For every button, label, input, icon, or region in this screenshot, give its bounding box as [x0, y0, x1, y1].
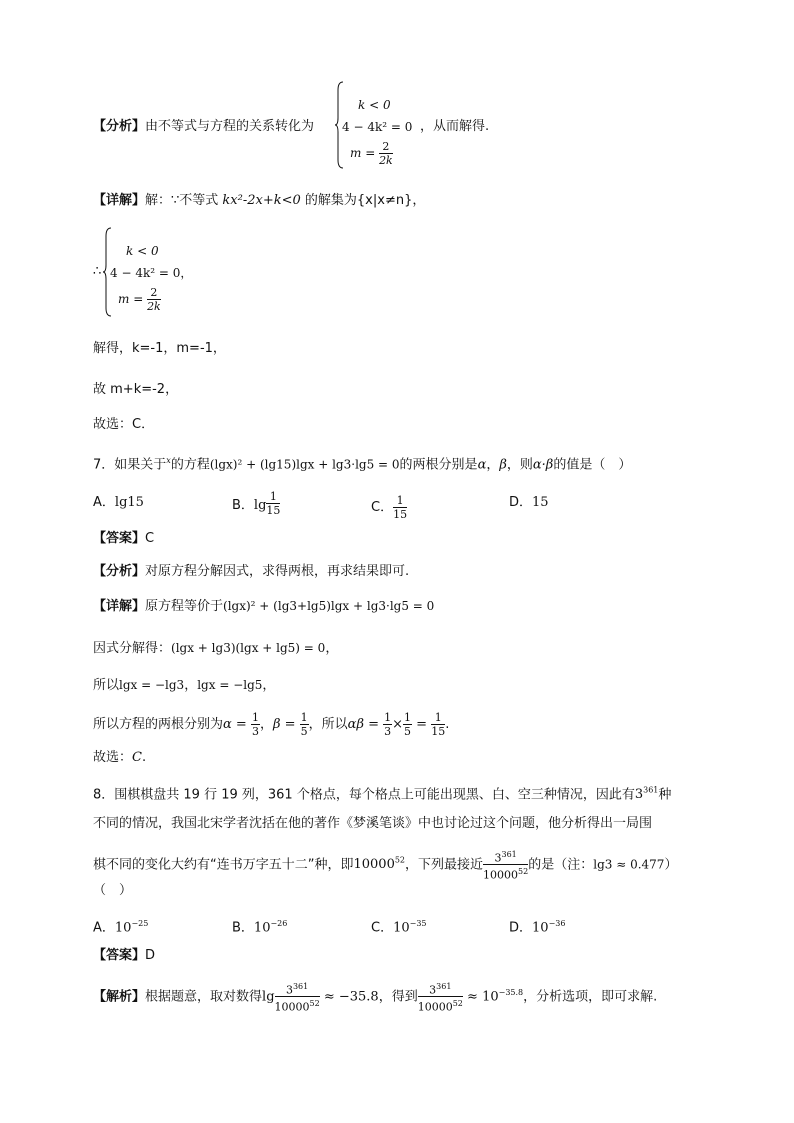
- option-label: C．: [371, 920, 394, 936]
- system2-row-3: [118, 286, 161, 313]
- detail-7: [93, 597, 434, 616]
- q7-equation: (lgx)² + (lg15)lgx + lg3·lg5 = 0: [209, 457, 400, 472]
- choose-value: C: [132, 750, 142, 765]
- fraction: [483, 848, 528, 882]
- choose-line: 故选：C．: [93, 417, 155, 432]
- detail-text-b: 的解集为{x|x≠n}，: [300, 193, 426, 208]
- fraction-den: 2k: [379, 154, 393, 167]
- final-line: [93, 708, 449, 742]
- answer-value: C: [145, 531, 155, 546]
- analysis-post: ，从而解得.: [420, 119, 490, 134]
- solution-a: 根据题意，取对数得: [145, 989, 263, 1005]
- system2-tail: ，: [180, 266, 193, 280]
- option-label: D．: [509, 495, 533, 510]
- analysis-text: 由不等式与方程的关系转化为: [145, 119, 315, 134]
- inequality: kx²-2x+k<0: [222, 193, 301, 208]
- equation-system: [334, 80, 414, 170]
- frac-num-base: 3: [494, 851, 502, 865]
- analysis-line: [93, 118, 314, 136]
- root-1: lgx = −lg3: [119, 678, 185, 692]
- frac-num-exp: 361: [292, 981, 309, 991]
- q7-mid: 的方程: [170, 457, 210, 473]
- q7-product: α·β: [532, 457, 554, 473]
- detail-equation: (lgx)² + (lg3+lg5)lgx + lg3·lg5 = 0: [223, 599, 435, 613]
- analysis-tag: 【分析】: [93, 119, 146, 134]
- approx-2-exp: −35.8: [498, 988, 524, 997]
- option-label: B．: [232, 498, 254, 513]
- frac-den-exp: 52: [452, 999, 463, 1009]
- analysis-text: 对原方程分解因式，求得两根，再求结果即可.: [145, 564, 410, 579]
- q7-beta: β: [499, 457, 507, 473]
- system-row-3: [350, 140, 393, 167]
- q8-note: lg3 ≈ 0.477: [593, 857, 665, 872]
- analysis-7: [93, 563, 409, 581]
- system2-row-2: [110, 264, 192, 281]
- detail-line: [93, 192, 425, 210]
- option-base: 10: [253, 920, 271, 936]
- fraction: [266, 490, 280, 517]
- fraction: [275, 980, 320, 1014]
- fraction: $\frac{1}{3}$: [384, 711, 392, 738]
- q8-line1-end: 种: [658, 787, 672, 803]
- q8-power: [635, 787, 659, 802]
- question-8-line-1: [93, 782, 671, 804]
- q8-number: 8．: [93, 787, 115, 803]
- option-label: A．: [93, 920, 115, 936]
- q8-line3c: 的是（注：: [528, 857, 594, 873]
- solution-tag: 【解析】: [93, 989, 146, 1005]
- solution-c: ，分析选项，即可求解.: [523, 989, 658, 1005]
- option-text: lg: [253, 498, 267, 513]
- fraction-num: 2: [147, 286, 161, 300]
- option-exp: −35: [409, 919, 427, 928]
- choose-7: [93, 749, 146, 767]
- fraction: [393, 494, 407, 521]
- system2-row-3-lhs: m =: [118, 292, 148, 306]
- q7-post1: 的两根分别是: [399, 457, 478, 473]
- option-label: C．: [371, 500, 394, 515]
- fraction-num: 1: [266, 490, 280, 504]
- alpha-eq: α =: [223, 717, 251, 732]
- product-eq: αβ =: [347, 717, 384, 732]
- option-exp: −26: [270, 919, 288, 928]
- answer-value: D: [145, 948, 156, 963]
- choose-text: 故选：: [93, 750, 133, 765]
- fraction: $\frac{1}{3}$: [251, 711, 259, 738]
- factor-text: 因式分解得：: [93, 641, 172, 656]
- solution-b: ，得到: [378, 989, 418, 1005]
- final-sep: ，: [259, 717, 273, 732]
- q7-post2: ，则: [506, 457, 533, 473]
- option-base: 10: [114, 920, 132, 936]
- option-exp: −36: [548, 919, 566, 928]
- system-row-2-text: 4 − 4k² = 0: [342, 120, 413, 134]
- detail-tag: 【详解】: [93, 193, 146, 208]
- q7-sep: ，: [486, 457, 500, 473]
- q8-option-c[interactable]: [371, 915, 427, 937]
- fraction: [379, 140, 393, 167]
- final-mid: ，所以: [308, 717, 348, 732]
- solve-line: 解得，k=-1，m=-1，: [93, 341, 226, 356]
- option-text: lg15: [114, 495, 144, 510]
- fraction: [147, 286, 161, 313]
- fraction: $\frac{1}{5}$: [300, 711, 308, 738]
- option-label: B．: [232, 920, 254, 936]
- frac-den-base: 10000: [274, 1000, 310, 1014]
- fraction-num: 1: [393, 494, 407, 508]
- question-7: [93, 452, 631, 474]
- option-text: 15: [532, 495, 549, 510]
- final-tail: .: [445, 717, 450, 732]
- q8-option-a[interactable]: [93, 915, 148, 937]
- analysis-tag: 【分析】: [93, 564, 146, 579]
- fraction: [418, 980, 463, 1014]
- q8-big-exp: 52: [394, 856, 406, 865]
- equals-sign: =: [412, 717, 432, 732]
- solution-lg: lg: [262, 989, 275, 1005]
- answer-tag: 【答案】: [93, 948, 146, 963]
- q8-line1: 围棋棋盘共 19 行 19 列，361 个格点，每个格点上可能出现黑、白、空三种情况，因此有: [114, 787, 635, 803]
- q7-option-d[interactable]: [509, 494, 549, 512]
- q8-power-exp: 361: [643, 786, 659, 795]
- root-2: lgx = −lg5: [197, 678, 263, 692]
- option-label: D．: [509, 920, 533, 936]
- fraction-den: 15: [266, 504, 281, 517]
- detail-tag: 【详解】: [93, 599, 146, 614]
- frac-den-exp: 52: [309, 999, 320, 1009]
- therefore-symbol: ∴: [93, 264, 102, 279]
- factor-equation: (lgx + lg3)(lgx + lg5) = 0: [171, 641, 326, 655]
- factor-line: [93, 639, 338, 658]
- answer-7: [93, 530, 154, 548]
- final-text: 所以方程的两根分别为: [93, 717, 224, 732]
- frac-den-exp: 52: [518, 867, 529, 877]
- frac-num-base: 3: [285, 983, 293, 997]
- q8-line3d: ）: [664, 857, 678, 873]
- question-8-line-3: [93, 846, 677, 882]
- sum-line: 故 m+k=-2，: [93, 382, 179, 397]
- approx-2: ≈ 10: [462, 989, 499, 1005]
- roots-text: 所以: [93, 678, 120, 693]
- q8-option-b[interactable]: [232, 915, 287, 937]
- q7-number: 7．: [93, 457, 115, 473]
- q8-option-d[interactable]: [509, 915, 565, 937]
- roots-sep: ，: [184, 678, 198, 693]
- fraction-den: 15: [393, 508, 408, 521]
- system-row-2: [342, 120, 412, 134]
- times-sign: ×: [392, 717, 404, 732]
- system2-row-1: k < 0: [126, 244, 159, 258]
- q8-line3b: ，下列最接近: [405, 857, 484, 873]
- q8-big-base: 10000: [353, 857, 395, 873]
- roots-tail: ，: [262, 678, 276, 693]
- option-exp: −25: [131, 919, 149, 928]
- solution-8: [93, 976, 657, 1014]
- frac-den-base: 10000: [417, 1000, 453, 1014]
- q8-big: [353, 857, 405, 872]
- q8-power-base: 3: [634, 787, 644, 803]
- option-base: 10: [532, 920, 549, 936]
- fraction: $\frac{1}{5}$: [404, 711, 412, 738]
- fraction: $\frac{1}{15}$: [431, 711, 446, 738]
- q7-var: x: [166, 456, 171, 465]
- answer-8: [93, 947, 155, 965]
- q7-option-a[interactable]: [93, 494, 144, 512]
- approx-1: ≈ −35.8: [319, 989, 379, 1005]
- q7-option-c[interactable]: [371, 494, 407, 521]
- beta-eq: β =: [272, 717, 300, 732]
- choose-end: .: [141, 750, 147, 765]
- q8-paren: （ ）: [93, 883, 133, 898]
- frac-den-base: 10000: [483, 868, 519, 882]
- fraction-num: 2: [379, 140, 393, 154]
- q7-pre: 如果关于: [114, 457, 167, 473]
- system2-row-2-text: 4 − 4k² = 0: [110, 266, 181, 280]
- q7-alpha: α: [477, 457, 487, 473]
- option-label: A．: [93, 495, 115, 510]
- roots-line: [93, 676, 275, 695]
- frac-num-exp: 361: [501, 849, 517, 859]
- system-row-3-lhs: m =: [350, 146, 380, 160]
- detail-text-a: 解：∵不等式: [145, 193, 223, 208]
- system-row-1: k < 0: [358, 98, 391, 112]
- q7-option-b[interactable]: [232, 490, 281, 517]
- option-base: 10: [393, 920, 410, 936]
- factor-tail: ，: [325, 641, 339, 656]
- frac-num-base: 3: [429, 983, 437, 997]
- frac-num-exp: 361: [436, 981, 452, 991]
- equation-system-2: [102, 226, 192, 318]
- question-8-line-2: 不同的情况，我国北宋学者沈括在他的著作《梦溪笔谈》中也讨论过这个问题，他分析得出一局围: [93, 816, 653, 831]
- fraction-den: 2k: [147, 300, 161, 313]
- q8-line3a: 棋不同的变化大约有“连书万字五十二”种，即: [93, 857, 354, 873]
- detail-text: 原方程等价于: [145, 599, 224, 614]
- answer-tag: 【答案】: [93, 531, 146, 546]
- q7-post3: 的值是（ ）: [553, 457, 632, 473]
